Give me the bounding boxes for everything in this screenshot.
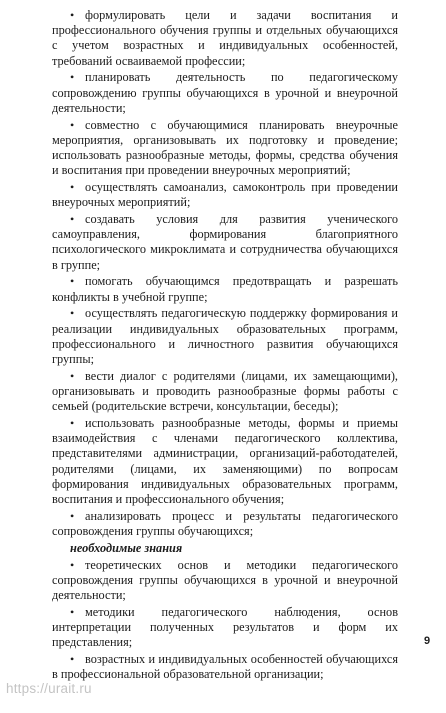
list-item xyxy=(52,652,398,682)
list-item xyxy=(52,212,398,273)
list-item xyxy=(52,605,398,651)
bullet-icon xyxy=(70,558,85,573)
bullet-icon xyxy=(70,369,85,384)
page-number: 9 xyxy=(424,635,431,647)
list-item-text: формулировать цели и задачи воспитания и профессионального обучения группы и отдельных обучающихся с учетом возрастных и индивидуальных особенностей, требований осваиваемой профессии; xyxy=(52,8,398,68)
list-item-text: планировать деятельность по педагогическому сопровождению группы обучающихся в урочной и внеурочной деятельности; xyxy=(52,70,398,115)
list-item-text: осуществлять педагогическую поддержку формирования и реализации индивидуальных образовательных программ, профессионального и личностного развития обучающихся группы; xyxy=(52,306,398,367)
watermark-url: https://urait.ru xyxy=(6,681,92,696)
list-item xyxy=(52,118,398,179)
list-item-text: помогать обучающимся предотвращать и разрешать конфликты в учебной группе; xyxy=(52,274,398,304)
document-body xyxy=(52,8,398,684)
section-heading: необходимые знания xyxy=(70,540,183,555)
list-item xyxy=(52,509,398,539)
bullet-icon xyxy=(70,306,85,321)
bullet-icon xyxy=(70,652,85,667)
list-item-text: вести диалог с родителями (лицами, их замещающими), организовывать и проводить разнообразные формы работы с семьей (родительские встречи, консультации, беседы); xyxy=(52,368,398,414)
list-item-text: создавать условия для развития ученического самоуправления, формирования благоприятного психологического микроклимата и сотрудничества обучающихся в группе; xyxy=(52,212,398,272)
list-item xyxy=(52,274,398,304)
list-item xyxy=(52,306,398,367)
list-item-text: анализировать процесс и результаты педагогического сопровождения группы обучающихся; xyxy=(52,508,398,539)
list-item-text: совместно с обучающимися планировать внеурочные мероприятия, организовывать их подготовку и проведение; использовать разнообразные методы, формы, средства обучения и воспитания при проведении внеурочных мероприятий; xyxy=(52,117,398,178)
list-item-text: методики педагогического наблюдения, основ интерпретации полученных результатов и форм их представления; xyxy=(52,604,398,650)
bullet-icon xyxy=(70,274,85,289)
list-item-text: использовать разнообразные методы, формы и приемы взаимодействия с членами педагогического коллектива, представителями администрации, организаций-работодателей, родителями (лицами, их заменяющими) по вопросам формирования индивидуальных образовательных программ, воспитания и профессионального обучения; xyxy=(52,416,398,507)
list-item-text: теоретических основ и методики педагогического сопровождения группы обучающихся в урочной и внеурочной деятельности; xyxy=(52,557,398,603)
list-item xyxy=(52,180,398,210)
bullet-icon xyxy=(70,212,85,227)
list-item xyxy=(52,416,398,507)
bullet-icon xyxy=(70,8,85,23)
list-item-text: возрастных и индивидуальных особенностей обучающихся в профессиональной образовательной организации; xyxy=(52,652,398,682)
list-item xyxy=(52,8,398,69)
list-item xyxy=(52,369,398,415)
bullet-icon xyxy=(70,509,85,524)
bullet-icon xyxy=(70,416,85,431)
bullet-icon xyxy=(70,180,85,195)
bullet-icon xyxy=(70,118,85,133)
list-item xyxy=(52,558,398,604)
bullet-icon xyxy=(70,70,85,85)
list-item xyxy=(52,70,398,116)
bullet-icon xyxy=(70,605,85,620)
list-item-text: осуществлять самоанализ, самоконтроль при проведении внеурочных мероприятий; xyxy=(52,180,398,210)
